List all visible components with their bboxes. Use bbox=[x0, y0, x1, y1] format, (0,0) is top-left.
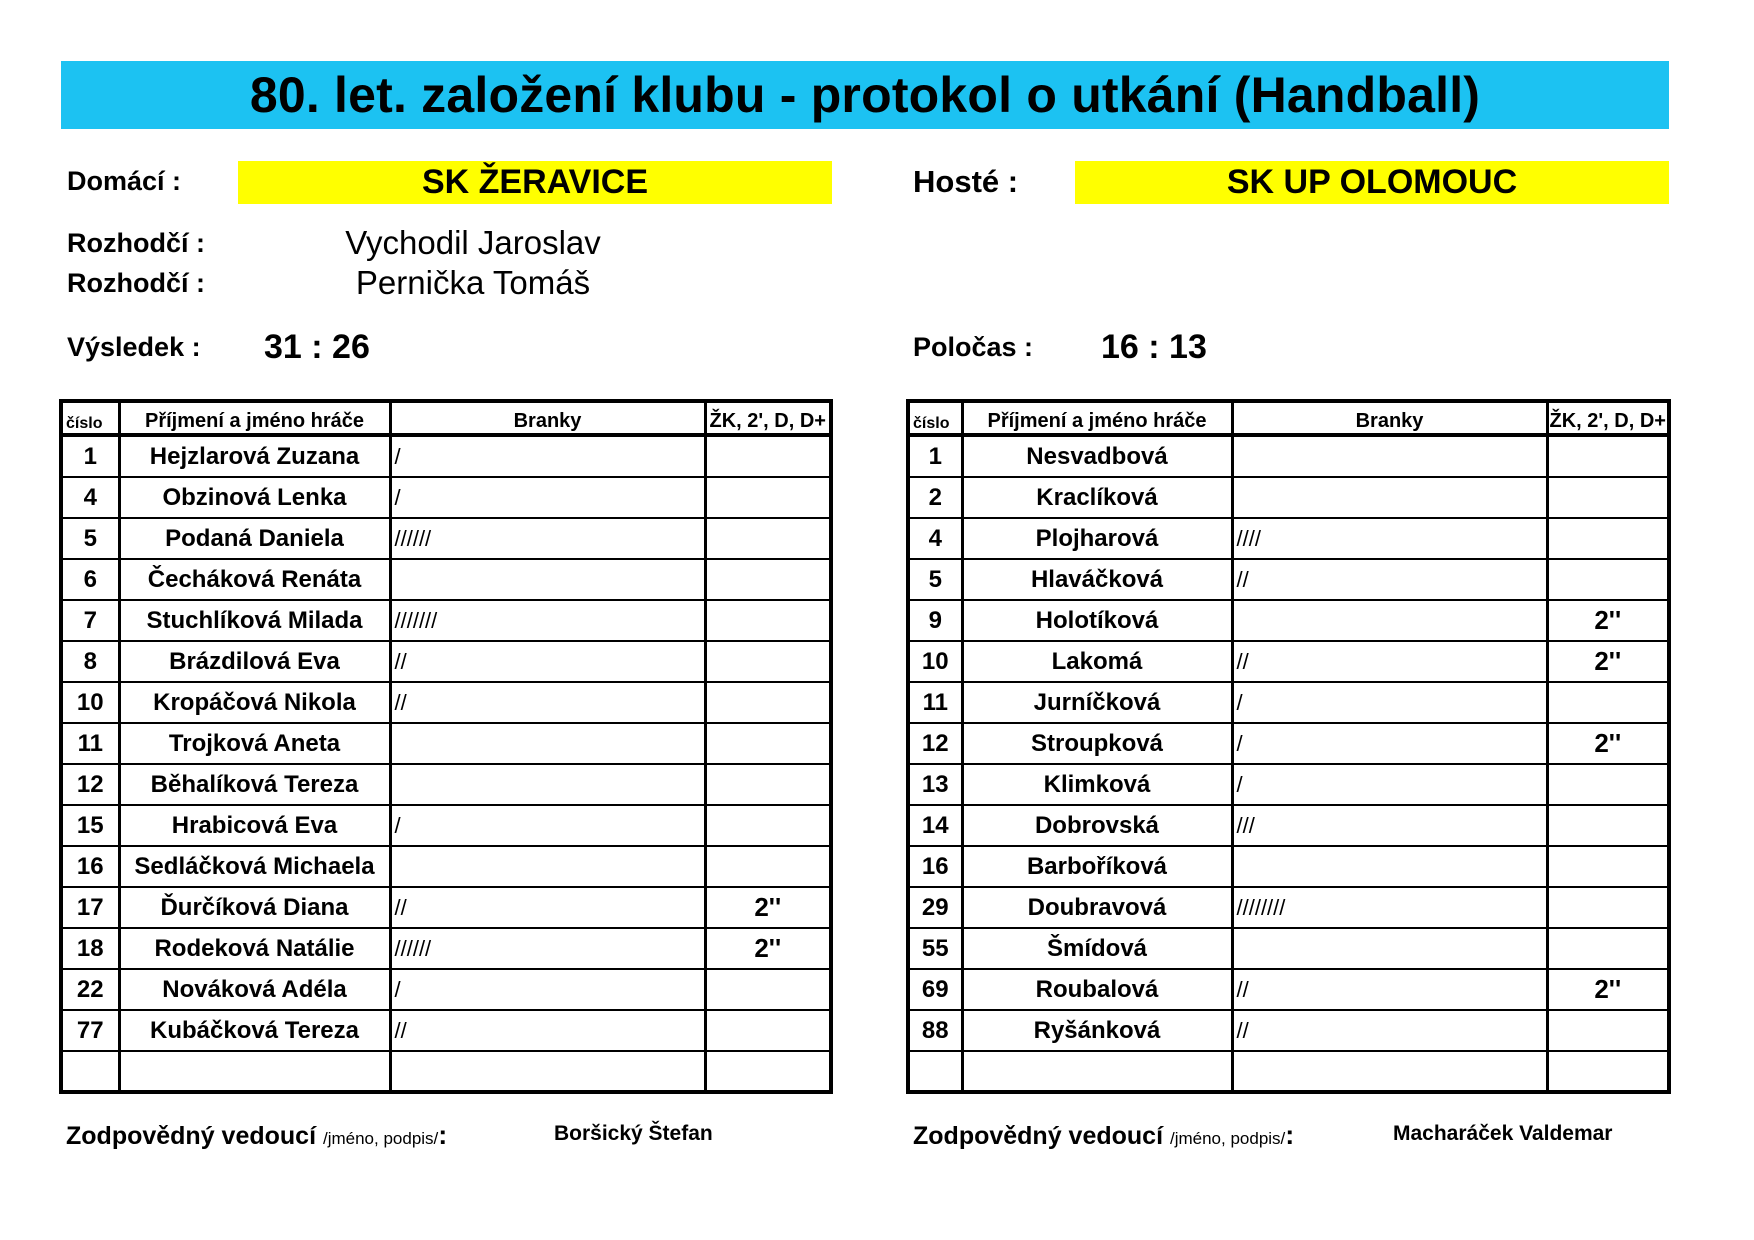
leader-colon: : bbox=[438, 1120, 448, 1150]
player-goals: /////// bbox=[390, 600, 705, 641]
player-goals: // bbox=[390, 1010, 705, 1051]
player-goals bbox=[390, 846, 705, 887]
player-name: Dobrovská bbox=[962, 805, 1232, 846]
player-cards bbox=[705, 477, 831, 518]
player-cards bbox=[1547, 518, 1669, 559]
empty-cell bbox=[1232, 1051, 1547, 1092]
table-row bbox=[61, 518, 831, 559]
player-cards bbox=[1547, 764, 1669, 805]
referee-name-2: Pernička Tomáš bbox=[355, 264, 591, 301]
table-header-row bbox=[908, 401, 1669, 435]
table-row bbox=[908, 723, 1669, 764]
player-cards bbox=[1547, 682, 1669, 723]
col-number-header: číslo bbox=[61, 401, 119, 435]
player-goals: / bbox=[1232, 723, 1547, 764]
player-goals: ////// bbox=[390, 518, 705, 559]
player-name: Stuchlíková Milada bbox=[119, 600, 390, 641]
player-cards bbox=[1547, 846, 1669, 887]
table-row bbox=[908, 969, 1669, 1010]
player-goals bbox=[1232, 477, 1547, 518]
player-goals: / bbox=[1232, 764, 1547, 805]
player-name: Klimková bbox=[962, 764, 1232, 805]
home-leader-name: Boršický Štefan bbox=[554, 1122, 713, 1145]
player-name: Barboříková bbox=[962, 846, 1232, 887]
player-number: 16 bbox=[908, 846, 962, 887]
player-goals: // bbox=[390, 641, 705, 682]
player-goals: // bbox=[390, 887, 705, 928]
player-name: Běhalíková Tereza bbox=[119, 764, 390, 805]
player-name: Hlaváčková bbox=[962, 559, 1232, 600]
player-number: 6 bbox=[61, 559, 119, 600]
col-cards-header: ŽK, 2', D, D+ bbox=[1547, 401, 1669, 435]
table-row bbox=[61, 641, 831, 682]
player-number: 55 bbox=[908, 928, 962, 969]
player-cards bbox=[1547, 928, 1669, 969]
col-name-header: Příjmení a jméno hráče bbox=[119, 401, 390, 435]
player-number: 8 bbox=[61, 641, 119, 682]
guest-team-name: SK UP OLOMOUC bbox=[1075, 161, 1669, 204]
home-team-name: SK ŽERAVICE bbox=[238, 161, 832, 204]
empty-cell bbox=[119, 1051, 390, 1092]
player-goals: / bbox=[390, 969, 705, 1010]
player-cards bbox=[705, 846, 831, 887]
player-name: Ďurčíková Diana bbox=[119, 887, 390, 928]
player-name: Hejzlarová Zuzana bbox=[119, 435, 390, 477]
player-name: Nesvadbová bbox=[962, 435, 1232, 477]
player-cards: 2'' bbox=[1547, 641, 1669, 682]
player-name: Ryšánková bbox=[962, 1010, 1232, 1051]
player-number: 11 bbox=[908, 682, 962, 723]
player-cards: 2'' bbox=[705, 887, 831, 928]
referee-name-1: Vychodil Jaroslav bbox=[345, 224, 601, 261]
player-goals: // bbox=[1232, 1010, 1547, 1051]
table-row bbox=[908, 846, 1669, 887]
player-cards: 2'' bbox=[1547, 600, 1669, 641]
player-goals: ////// bbox=[390, 928, 705, 969]
player-name: Nováková Adéla bbox=[119, 969, 390, 1010]
empty-row bbox=[908, 1051, 1669, 1092]
player-number: 5 bbox=[908, 559, 962, 600]
player-number: 14 bbox=[908, 805, 962, 846]
player-name: Doubravová bbox=[962, 887, 1232, 928]
col-cards-header: ŽK, 2', D, D+ bbox=[705, 401, 831, 435]
table-row bbox=[908, 805, 1669, 846]
empty-cell bbox=[1547, 1051, 1669, 1092]
player-name: Plojharová bbox=[962, 518, 1232, 559]
leader-label-text: Zodpovědný vedoucí bbox=[66, 1122, 317, 1150]
leader-note: /jméno, podpis/ bbox=[1169, 1129, 1286, 1148]
empty-cell bbox=[61, 1051, 119, 1092]
player-name: Holotíková bbox=[962, 600, 1232, 641]
player-name: Obzinová Lenka bbox=[119, 477, 390, 518]
table-row bbox=[908, 641, 1669, 682]
player-goals bbox=[390, 559, 705, 600]
player-cards: 2'' bbox=[1547, 723, 1669, 764]
empty-cell bbox=[908, 1051, 962, 1092]
empty-cell bbox=[962, 1051, 1232, 1092]
player-number: 5 bbox=[61, 518, 119, 559]
player-number: 9 bbox=[908, 600, 962, 641]
empty-row bbox=[61, 1051, 831, 1092]
player-name: Hrabicová Eva bbox=[119, 805, 390, 846]
player-name: Kubáčková Tereza bbox=[119, 1010, 390, 1051]
player-goals: // bbox=[1232, 969, 1547, 1010]
player-goals: /// bbox=[1232, 805, 1547, 846]
table-row bbox=[908, 435, 1669, 477]
table-row bbox=[61, 682, 831, 723]
empty-cell bbox=[705, 1051, 831, 1092]
player-number: 1 bbox=[908, 435, 962, 477]
player-number: 10 bbox=[61, 682, 119, 723]
player-name: Kraclíková bbox=[962, 477, 1232, 518]
player-cards bbox=[1547, 435, 1669, 477]
player-goals: // bbox=[390, 682, 705, 723]
guest-leader-label bbox=[913, 1120, 1294, 1151]
table-row bbox=[908, 887, 1669, 928]
player-name: Šmídová bbox=[962, 928, 1232, 969]
guest-leader-name: Macharáček Valdemar bbox=[1393, 1122, 1613, 1145]
home-roster-table bbox=[59, 399, 833, 1094]
col-name-header: Příjmení a jméno hráče bbox=[962, 401, 1232, 435]
col-goals-header: Branky bbox=[390, 401, 705, 435]
player-number: 4 bbox=[908, 518, 962, 559]
table-row bbox=[908, 764, 1669, 805]
player-cards bbox=[705, 1010, 831, 1051]
player-goals bbox=[390, 723, 705, 764]
leader-label-text: Zodpovědný vedoucí bbox=[913, 1122, 1164, 1150]
guest-label: Hosté : bbox=[913, 164, 1019, 199]
table-row bbox=[61, 723, 831, 764]
player-number: 29 bbox=[908, 887, 962, 928]
player-cards bbox=[1547, 1010, 1669, 1051]
player-name: Roubalová bbox=[962, 969, 1232, 1010]
player-goals: // bbox=[1232, 559, 1547, 600]
table-row bbox=[61, 559, 831, 600]
player-number: 12 bbox=[61, 764, 119, 805]
player-number: 1 bbox=[61, 435, 119, 477]
player-cards bbox=[705, 805, 831, 846]
player-goals bbox=[1232, 600, 1547, 641]
halftime-value: 16 : 13 bbox=[1101, 328, 1207, 366]
player-cards bbox=[705, 723, 831, 764]
home-roster-body bbox=[61, 435, 831, 1092]
player-goals: / bbox=[1232, 682, 1547, 723]
player-number: 15 bbox=[61, 805, 119, 846]
player-number: 2 bbox=[908, 477, 962, 518]
table-row bbox=[61, 477, 831, 518]
table-header-row bbox=[61, 401, 831, 435]
player-goals: / bbox=[390, 477, 705, 518]
player-cards bbox=[705, 641, 831, 682]
empty-cell bbox=[390, 1051, 705, 1092]
player-cards bbox=[1547, 477, 1669, 518]
home-label: Domácí : bbox=[67, 166, 182, 196]
col-number-header: číslo bbox=[908, 401, 962, 435]
player-cards bbox=[1547, 805, 1669, 846]
player-goals: //// bbox=[1232, 518, 1547, 559]
player-name: Rodeková Natálie bbox=[119, 928, 390, 969]
player-cards bbox=[705, 559, 831, 600]
player-goals bbox=[1232, 846, 1547, 887]
player-cards bbox=[705, 969, 831, 1010]
table-row bbox=[61, 846, 831, 887]
result-label: Výsledek : bbox=[67, 332, 201, 362]
player-number: 18 bbox=[61, 928, 119, 969]
player-name: Trojková Aneta bbox=[119, 723, 390, 764]
halftime-label: Poločas : bbox=[913, 332, 1034, 362]
player-number: 11 bbox=[61, 723, 119, 764]
referee-label-1: Rozhodčí : bbox=[67, 228, 205, 258]
player-number: 77 bbox=[61, 1010, 119, 1051]
player-goals bbox=[390, 764, 705, 805]
player-name: Čecháková Renáta bbox=[119, 559, 390, 600]
player-number: 10 bbox=[908, 641, 962, 682]
table-row bbox=[908, 928, 1669, 969]
player-cards bbox=[705, 682, 831, 723]
player-number: 13 bbox=[908, 764, 962, 805]
home-leader-label bbox=[66, 1120, 447, 1151]
player-cards bbox=[705, 435, 831, 477]
player-name: Jurníčková bbox=[962, 682, 1232, 723]
table-row bbox=[61, 1010, 831, 1051]
leader-note: /jméno, podpis/ bbox=[322, 1129, 439, 1148]
guest-roster-table bbox=[906, 399, 1671, 1094]
player-goals bbox=[1232, 435, 1547, 477]
player-cards: 2'' bbox=[705, 928, 831, 969]
player-name: Kropáčová Nikola bbox=[119, 682, 390, 723]
player-name: Sedláčková Michaela bbox=[119, 846, 390, 887]
player-number: 17 bbox=[61, 887, 119, 928]
guest-roster-body bbox=[908, 435, 1669, 1092]
table-row bbox=[61, 887, 831, 928]
player-cards bbox=[705, 518, 831, 559]
col-goals-header: Branky bbox=[1232, 401, 1547, 435]
player-goals: // bbox=[1232, 641, 1547, 682]
leader-colon: : bbox=[1285, 1120, 1295, 1150]
player-cards bbox=[1547, 887, 1669, 928]
table-row bbox=[908, 1010, 1669, 1051]
player-number: 4 bbox=[61, 477, 119, 518]
table-row bbox=[908, 477, 1669, 518]
player-goals bbox=[1232, 928, 1547, 969]
player-goals: / bbox=[390, 805, 705, 846]
player-cards bbox=[1547, 559, 1669, 600]
player-number: 22 bbox=[61, 969, 119, 1010]
player-name: Podaná Daniela bbox=[119, 518, 390, 559]
table-row bbox=[908, 559, 1669, 600]
player-cards: 2'' bbox=[1547, 969, 1669, 1010]
player-number: 69 bbox=[908, 969, 962, 1010]
table-row bbox=[61, 435, 831, 477]
page-title: 80. let. založení klubu - protokol o utkání (Handball) bbox=[61, 61, 1669, 129]
referee-label-2: Rozhodčí : bbox=[67, 268, 205, 298]
player-goals: / bbox=[390, 435, 705, 477]
player-cards bbox=[705, 600, 831, 641]
player-number: 7 bbox=[61, 600, 119, 641]
player-cards bbox=[705, 764, 831, 805]
player-number: 16 bbox=[61, 846, 119, 887]
table-row bbox=[908, 682, 1669, 723]
player-name: Stroupková bbox=[962, 723, 1232, 764]
player-goals: //////// bbox=[1232, 887, 1547, 928]
table-row bbox=[61, 928, 831, 969]
player-number: 88 bbox=[908, 1010, 962, 1051]
table-row bbox=[61, 969, 831, 1010]
player-name: Lakomá bbox=[962, 641, 1232, 682]
player-number: 12 bbox=[908, 723, 962, 764]
table-row bbox=[61, 600, 831, 641]
table-row bbox=[61, 805, 831, 846]
result-value: 31 : 26 bbox=[264, 328, 370, 366]
player-name: Brázdilová Eva bbox=[119, 641, 390, 682]
table-row bbox=[61, 764, 831, 805]
table-row bbox=[908, 600, 1669, 641]
table-row bbox=[908, 518, 1669, 559]
